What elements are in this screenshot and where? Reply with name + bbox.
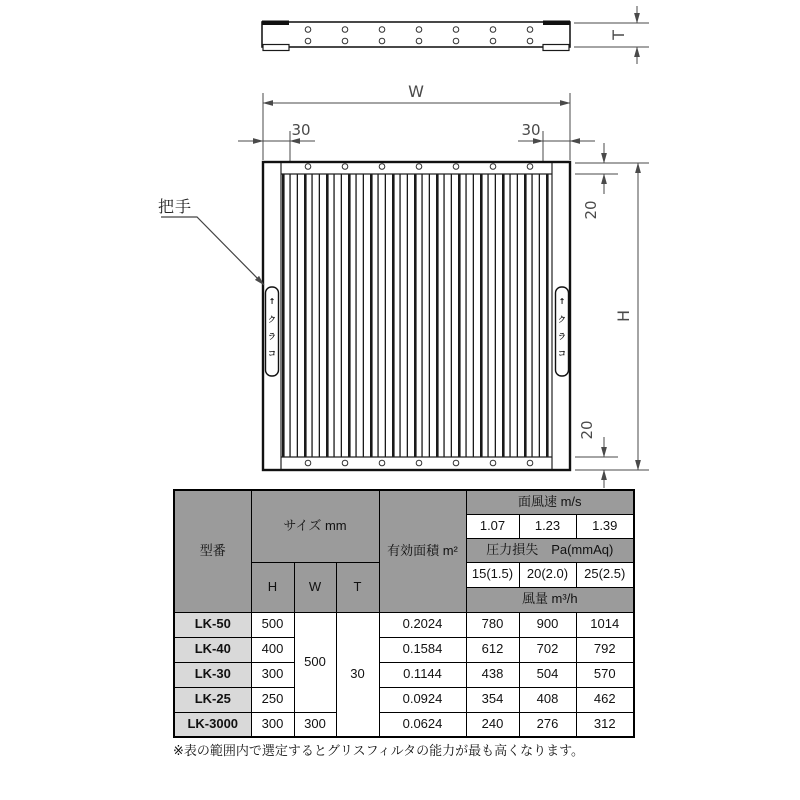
cell-h: 400 — [251, 637, 294, 662]
cell-flow: 702 — [519, 637, 576, 662]
cell-flow: 780 — [466, 612, 519, 637]
header-pressure-loss: 圧力損失 Pa(mmAq) — [466, 538, 634, 562]
svg-text:コ: コ — [268, 349, 276, 358]
cell-area: 0.2024 — [379, 612, 466, 637]
cell-flow: 276 — [519, 712, 576, 737]
dimension-20-bottom — [575, 437, 618, 488]
cell-area: 0.1144 — [379, 662, 466, 687]
spec-row-lk30 — [174, 662, 634, 687]
cell-model: LK-25 — [174, 687, 251, 712]
velocity-value: 1.07 — [466, 514, 519, 538]
cell-flow: 570 — [576, 662, 634, 687]
top-view — [262, 21, 570, 51]
table-note: ※表の範囲内で選定するとグリスフィルタの能力が最も高くなります。 — [173, 743, 585, 758]
svg-text:コ: コ — [558, 349, 566, 358]
cell-model: LK-30 — [174, 662, 251, 687]
cell-model: LK-3000 — [174, 712, 251, 737]
svg-text:↑: ↑ — [558, 297, 566, 306]
cell-h: 300 — [251, 662, 294, 687]
cell-flow: 240 — [466, 712, 519, 737]
velocity-value: 1.23 — [519, 514, 576, 538]
top-view-left-cap — [262, 21, 289, 26]
cell-area: 0.1584 — [379, 637, 466, 662]
header-h: H — [251, 562, 294, 612]
header-area: 有効面積 m² — [379, 490, 466, 612]
svg-text:ラ: ラ — [268, 332, 276, 341]
cell-flow: 900 — [519, 612, 576, 637]
cell-flow: 1014 — [576, 612, 634, 637]
cell-flow: 792 — [576, 637, 634, 662]
handle-leader-line — [161, 217, 264, 285]
cell-area: 0.0624 — [379, 712, 466, 737]
dim-label-w: W — [408, 82, 424, 101]
dimension-20-top — [575, 143, 618, 194]
header-row-1 — [174, 490, 634, 514]
svg-text:↑: ↑ — [268, 297, 276, 306]
top-view-right-cap — [543, 21, 570, 26]
spec-row-lk3000 — [174, 712, 634, 737]
pressure-value: 15(1.5) — [466, 562, 519, 587]
cell-w-shared: 500 — [294, 612, 336, 712]
dim-label-20-top: 20 — [582, 200, 600, 220]
handle-callout-label: 把手 — [158, 199, 193, 216]
spec-table — [173, 489, 635, 738]
cell-model: LK-40 — [174, 637, 251, 662]
pressure-value: 20(2.0) — [519, 562, 576, 587]
cell-flow: 612 — [466, 637, 519, 662]
cell-flow: 354 — [466, 687, 519, 712]
svg-text:ク: ク — [268, 315, 276, 324]
dim-label-20-bottom: 20 — [578, 420, 596, 440]
cell-w: 300 — [294, 712, 336, 737]
cell-h: 300 — [251, 712, 294, 737]
svg-text:ラ: ラ — [558, 332, 566, 341]
louver-slats — [282, 175, 551, 457]
header-model: 型番 — [174, 490, 251, 612]
cell-flow: 438 — [466, 662, 519, 687]
spec-row-lk50 — [174, 612, 634, 637]
cell-flow: 312 — [576, 712, 634, 737]
dim-label-30-right: 30 — [521, 121, 541, 139]
header-face-velocity: 面風速 m/s — [466, 490, 634, 514]
header-size: サイズ mm — [251, 490, 379, 562]
header-airflow: 風量 m³/h — [466, 587, 634, 612]
cell-t-shared: 30 — [336, 612, 379, 737]
spec-row-lk25 — [174, 687, 634, 712]
dim-label-h: H — [614, 309, 633, 323]
front-view — [263, 162, 570, 470]
dim-label-t: T — [609, 30, 628, 40]
top-view-right-step — [543, 45, 569, 51]
velocity-value: 1.39 — [576, 514, 634, 538]
header-t: T — [336, 562, 379, 612]
top-view-left-step — [263, 45, 289, 51]
cell-flow: 504 — [519, 662, 576, 687]
cell-model: LK-50 — [174, 612, 251, 637]
cell-h: 250 — [251, 687, 294, 712]
svg-text:ク: ク — [558, 315, 566, 324]
cell-area: 0.0924 — [379, 687, 466, 712]
cell-flow: 462 — [576, 687, 634, 712]
cell-h: 500 — [251, 612, 294, 637]
dim-label-30-left: 30 — [291, 121, 311, 139]
cell-flow: 408 — [519, 687, 576, 712]
header-w: W — [294, 562, 336, 612]
pressure-value: 25(2.5) — [576, 562, 634, 587]
spec-row-lk40 — [174, 637, 634, 662]
